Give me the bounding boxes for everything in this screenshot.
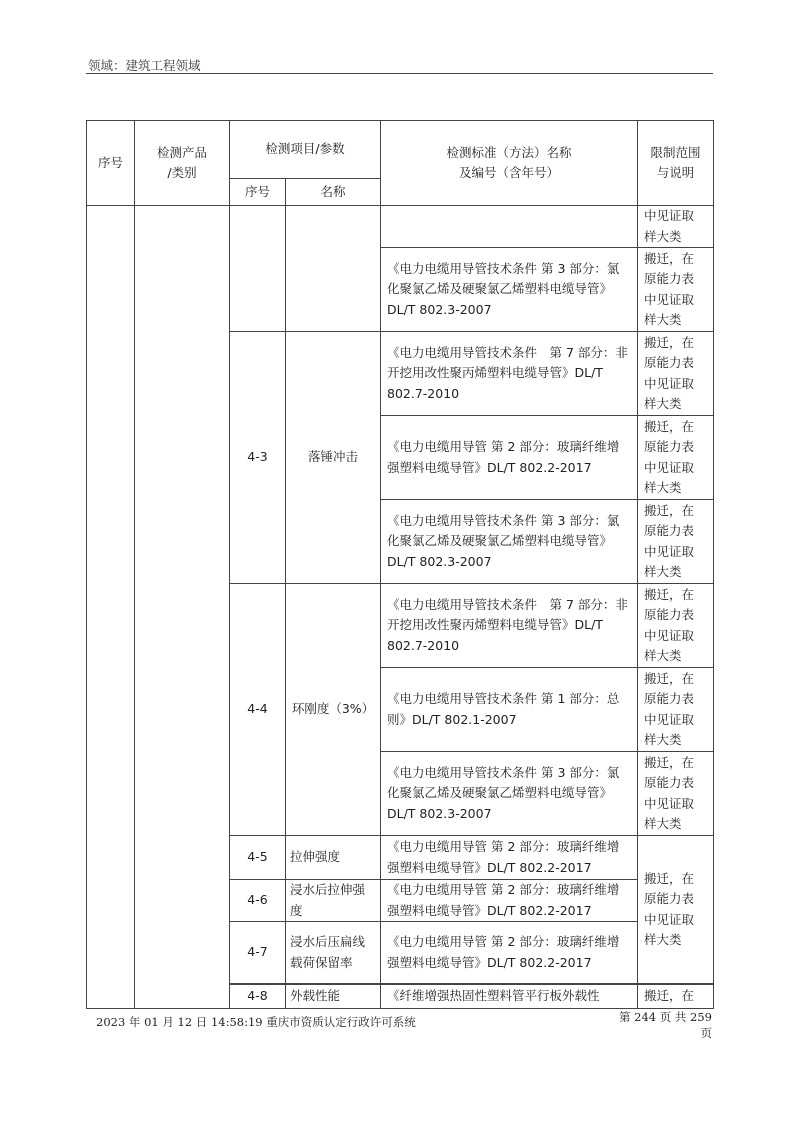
- seq-cell-empty: [87, 206, 135, 1009]
- limit-cell: 搬迁，在 原能力表 中见证取 样大类: [638, 248, 714, 332]
- item-name-cell-empty: [286, 206, 381, 332]
- capability-table: [86, 120, 714, 1009]
- limit-cell: 搬迁，在 原能力表 中见证取 样大类: [638, 668, 714, 752]
- standard-cell: 《电力电缆用导管技术条件 第 1 部分：总则》DL/T 802.1-2007: [381, 668, 638, 752]
- item-name-cell: 落锤冲击: [286, 332, 381, 584]
- footer-timestamp-system: 2023 年 01 月 12 日 14:58:19 重庆市资质认定行政许可系统: [96, 1015, 416, 1029]
- header-product: 检测产品 /类别: [135, 121, 230, 206]
- item-no-cell: 4-4: [230, 584, 286, 836]
- header-item-param: 检测项目/参数: [230, 121, 381, 179]
- limit-cell: 中见证取 样大类: [638, 206, 714, 248]
- standard-cell: 《电力电缆用导管技术条件 第 7 部分：非开挖用改性聚丙烯塑料电缆导管》DL/T 802.7-2010: [381, 332, 638, 416]
- limit-cell: 搬迁，在: [638, 985, 714, 1009]
- header-seq: 序号: [87, 121, 135, 206]
- limit-cell: 搬迁，在 原能力表 中见证取 样大类: [638, 752, 714, 836]
- item-name-cell: 浸水后压扁线载荷保留率: [286, 922, 381, 984]
- item-no-cell: 4-6: [230, 880, 286, 922]
- item-no-cell: 4-3: [230, 332, 286, 584]
- header-sub-seq: 序号: [230, 179, 286, 206]
- standard-cell: 《电力电缆用导管技术条件 第 3 部分：氯化聚氯乙烯及硬聚氯乙烯塑料电缆导管》DL/T 802.3-2007: [381, 500, 638, 584]
- table-header-row: [87, 121, 714, 179]
- limit-cell: 搬迁，在 原能力表 中见证取 样大类: [638, 584, 714, 668]
- limit-cell-merged: 搬迁，在 原能力表 中见证取 样大类: [638, 836, 714, 984]
- standard-cell: 《电力电缆用导管 第 2 部分：玻璃纤维增强塑料电缆导管》DL/T 802.2-2017: [381, 922, 638, 984]
- limit-cell: 搬迁，在 原能力表 中见证取 样大类: [638, 500, 714, 584]
- header-limit: 限制范围 与说明: [638, 121, 714, 206]
- standard-cell-empty: [381, 206, 638, 248]
- standard-cell: 《电力电缆用导管 第 2 部分：玻璃纤维增强塑料电缆导管》DL/T 802.2-2017: [381, 880, 638, 922]
- item-no-cell: 4-8: [230, 985, 286, 1009]
- product-cell-empty: [135, 206, 230, 1009]
- item-no-cell: 4-7: [230, 922, 286, 984]
- item-name-cell: 拉伸强度: [286, 836, 381, 880]
- standard-cell: 《电力电缆用导管 第 2 部分：玻璃纤维增强塑料电缆导管》DL/T 802.2-2017: [381, 416, 638, 500]
- item-name-cell: 外载性能: [286, 985, 381, 1009]
- header-standard: 检测标准（方法）名称 及编号（含年号）: [381, 121, 638, 206]
- table-row: [87, 206, 714, 248]
- limit-cell: 搬迁，在 原能力表 中见证取 样大类: [638, 332, 714, 416]
- item-no-cell: 4-5: [230, 836, 286, 880]
- standard-cell: 《电力电缆用导管技术条件 第 3 部分：氯化聚氯乙烯及硬聚氯乙烯塑料电缆导管》DL/T 802.3-2007: [381, 248, 638, 332]
- standard-cell: 《电力电缆用导管技术条件 第 3 部分：氯化聚氯乙烯及硬聚氯乙烯塑料电缆导管》DL/T 802.3-2007: [381, 752, 638, 836]
- item-no-cell-empty: [230, 206, 286, 332]
- standard-cell: 《电力电缆用导管技术条件 第 7 部分：非开挖用改性聚丙烯塑料电缆导管》DL/T 802.7-2010: [381, 584, 638, 668]
- footer-page-number: 第 244 页 共 259 页: [618, 1010, 712, 1040]
- standard-cell: 《纤维增强热固性塑料管平行板外载性: [381, 985, 638, 1009]
- item-name-cell: 环刚度（3%）: [286, 584, 381, 836]
- item-name-cell: 浸水后拉伸强度: [286, 880, 381, 922]
- header-sub-name: 名称: [286, 179, 381, 206]
- limit-cell: 搬迁，在 原能力表 中见证取 样大类: [638, 416, 714, 500]
- header-rule: [86, 73, 713, 74]
- page-header-domain: 领域：建筑工程领域: [88, 58, 201, 73]
- standard-cell: 《电力电缆用导管 第 2 部分：玻璃纤维增强塑料电缆导管》DL/T 802.2-2017: [381, 836, 638, 880]
